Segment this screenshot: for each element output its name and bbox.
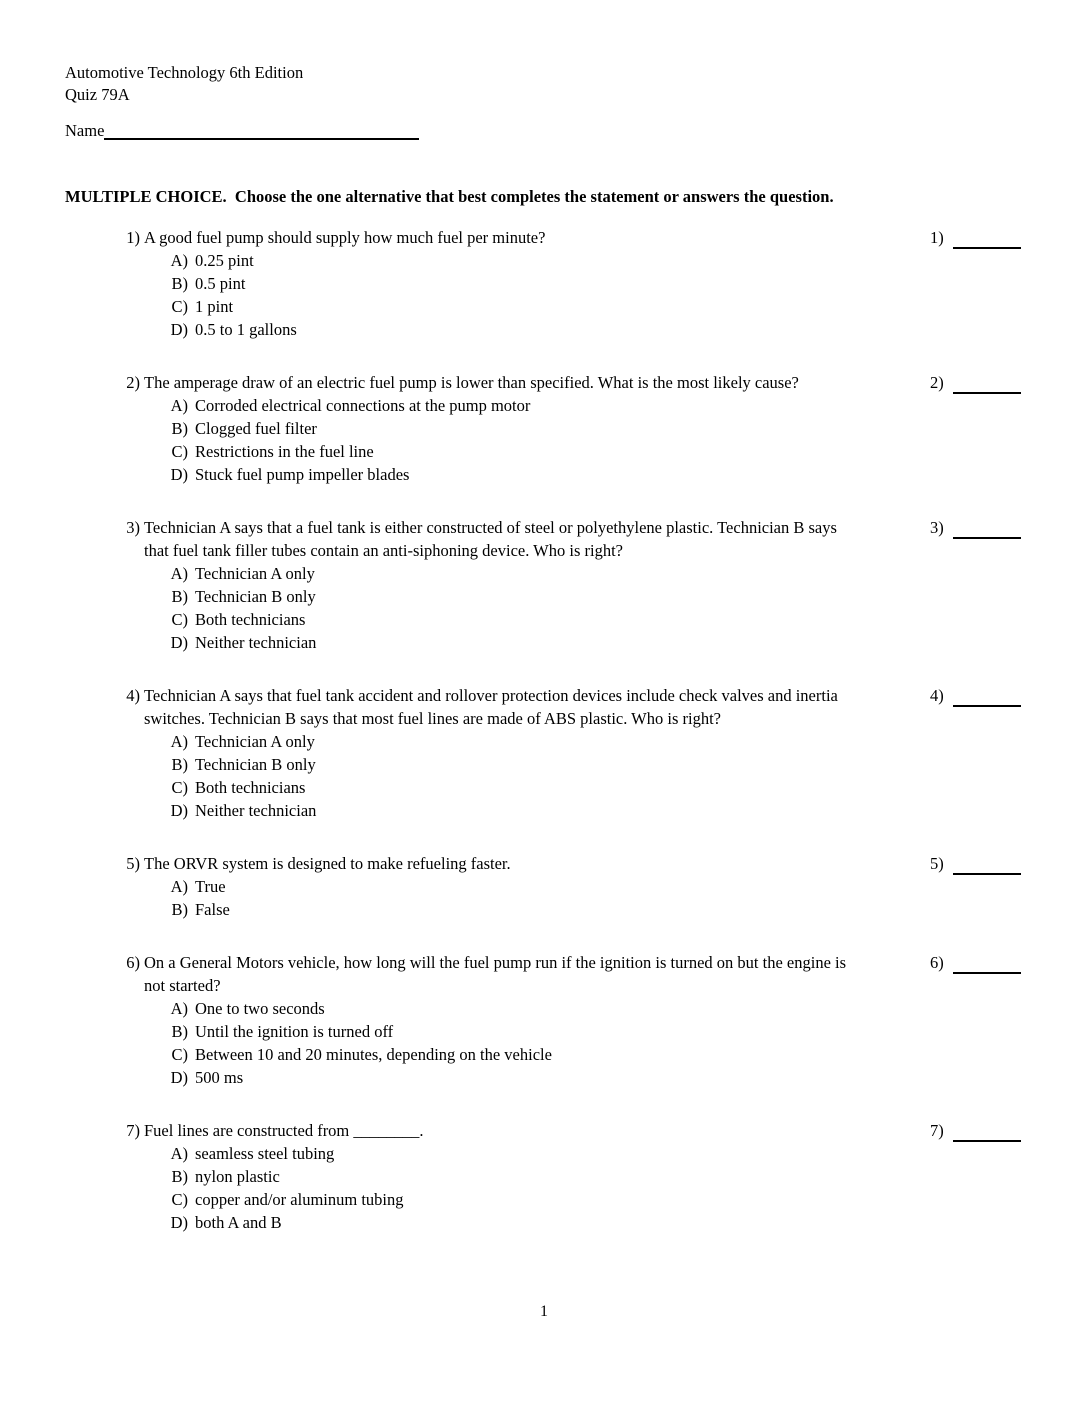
option-label: A) xyxy=(170,251,188,270)
question-7 xyxy=(65,1119,1088,1234)
option xyxy=(65,1142,860,1165)
page-number: 1 xyxy=(540,1303,548,1320)
option xyxy=(65,272,860,295)
answer-slot xyxy=(930,371,1021,394)
option xyxy=(65,753,860,776)
answer-blank-line xyxy=(953,689,1021,707)
option xyxy=(65,249,860,272)
option-label: B) xyxy=(171,274,188,293)
option-label: C) xyxy=(171,778,188,797)
option-text: nylon plastic xyxy=(195,1167,280,1186)
instructions-text: MULTIPLE CHOICE. Choose the one alternative that best completes the statement or answers the question. xyxy=(65,187,834,206)
option-text: Between 10 and 20 minutes, depending on the vehicle xyxy=(195,1045,552,1064)
question-list xyxy=(65,226,1088,1264)
option-label: A) xyxy=(170,732,188,751)
answer-number: 6) xyxy=(930,953,944,972)
question-1 xyxy=(65,226,1088,341)
option xyxy=(65,1043,860,1066)
answer-blank-line xyxy=(953,231,1021,249)
option-text: Technician B only xyxy=(195,755,316,774)
option-label: A) xyxy=(170,564,188,583)
option-text: Technician A only xyxy=(195,732,315,751)
answer-slot xyxy=(930,1119,1021,1142)
option-label: A) xyxy=(170,396,188,415)
option-text: Restrictions in the fuel line xyxy=(195,442,374,461)
name-label: Name xyxy=(65,121,105,140)
option-label: C) xyxy=(171,297,188,316)
option xyxy=(65,417,860,440)
option xyxy=(65,608,860,631)
option-text: 0.5 to 1 gallons xyxy=(195,320,297,339)
question-text: 2) The amperage draw of an electric fuel pump is lower than specified. What is the most likely cause? xyxy=(65,371,860,394)
option-label: D) xyxy=(170,633,188,652)
answer-slot xyxy=(930,226,1021,249)
option-text: Both technicians xyxy=(195,610,306,629)
answer-slot xyxy=(930,516,1021,539)
answer-slot xyxy=(930,684,1021,707)
option xyxy=(65,1066,860,1089)
name-row xyxy=(65,121,419,141)
option-label: A) xyxy=(170,999,188,1018)
option-label: B) xyxy=(171,1022,188,1041)
option-text: Technician B only xyxy=(195,587,316,606)
option-label: D) xyxy=(170,1213,188,1232)
option-label: D) xyxy=(170,465,188,484)
option xyxy=(65,440,860,463)
option-text: Stuck fuel pump impeller blades xyxy=(195,465,410,484)
option-label: C) xyxy=(171,610,188,629)
name-blank-line xyxy=(104,123,419,140)
quiz-number: Quiz 79A xyxy=(65,85,130,104)
question-text: 7) Fuel lines are constructed from ________. xyxy=(65,1119,860,1142)
option-text: seamless steel tubing xyxy=(195,1144,335,1163)
answer-number: 2) xyxy=(930,373,944,392)
option-label: C) xyxy=(171,1190,188,1209)
option xyxy=(65,997,860,1020)
question-number: 4) xyxy=(126,686,140,705)
option-text: Corroded electrical connections at the pump motor xyxy=(195,396,531,415)
answer-number: 4) xyxy=(930,686,944,705)
option-text: 500 ms xyxy=(195,1068,244,1087)
answer-blank-line xyxy=(953,521,1021,539)
answer-blank-line xyxy=(953,376,1021,394)
option xyxy=(65,295,860,318)
option-label: B) xyxy=(171,419,188,438)
question-4 xyxy=(65,684,1088,822)
option xyxy=(65,631,860,654)
option xyxy=(65,318,860,341)
option-text: Neither technician xyxy=(195,801,317,820)
answer-blank-line xyxy=(953,1124,1021,1142)
option-text: Until the ignition is turned off xyxy=(195,1022,394,1041)
answer-number: 1) xyxy=(930,228,944,247)
option-text: Clogged fuel filter xyxy=(195,419,317,438)
question-text: 4) Technician A says that fuel tank accident and rollover protection devices include check valves and inertia switches. Technician B says that most fuel lines are made of ABS plastic. Who is right? xyxy=(65,684,860,730)
question-number: 1) xyxy=(126,228,140,247)
question-number: 6) xyxy=(126,953,140,972)
option-text: 1 pint xyxy=(195,297,234,316)
option-label: A) xyxy=(170,1144,188,1163)
option-text: False xyxy=(195,900,230,919)
question-text: 1) A good fuel pump should supply how much fuel per minute? xyxy=(65,226,860,249)
option-label: B) xyxy=(171,755,188,774)
option-label: D) xyxy=(170,801,188,820)
option-text: 0.25 pint xyxy=(195,251,254,270)
document-header xyxy=(65,62,303,106)
option xyxy=(65,730,860,753)
option xyxy=(65,1211,860,1234)
question-6 xyxy=(65,951,1088,1089)
option xyxy=(65,898,860,921)
page-footer xyxy=(0,1303,1088,1321)
option-label: D) xyxy=(170,320,188,339)
answer-slot xyxy=(930,951,1021,974)
answer-blank-line xyxy=(953,956,1021,974)
option xyxy=(65,875,860,898)
option-text: Neither technician xyxy=(195,633,317,652)
option xyxy=(65,1188,860,1211)
option-label: C) xyxy=(171,442,188,461)
question-number: 3) xyxy=(126,518,140,537)
option xyxy=(65,1020,860,1043)
question-text: 3) Technician A says that a fuel tank is either constructed of steel or polyethylene plastic. Technician B says that fuel tank filler tubes contain an anti-siphoning device. Who is right? xyxy=(65,516,860,562)
option-text: 0.5 pint xyxy=(195,274,246,293)
option-label: C) xyxy=(171,1045,188,1064)
answer-blank-line xyxy=(953,857,1021,875)
question-text: 5) The ORVR system is designed to make refueling faster. xyxy=(65,852,860,875)
option xyxy=(65,776,860,799)
option-text: Both technicians xyxy=(195,778,306,797)
answer-slot xyxy=(930,852,1021,875)
option-text: True xyxy=(195,877,226,896)
option-label: B) xyxy=(171,1167,188,1186)
answer-number: 3) xyxy=(930,518,944,537)
option-label: D) xyxy=(170,1068,188,1087)
option xyxy=(65,562,860,585)
option-text: One to two seconds xyxy=(195,999,325,1018)
option-text: Technician A only xyxy=(195,564,315,583)
option-label: B) xyxy=(171,587,188,606)
option-text: both A and B xyxy=(195,1213,282,1232)
option xyxy=(65,799,860,822)
question-3 xyxy=(65,516,1088,654)
document-title: Automotive Technology 6th Edition xyxy=(65,63,304,82)
option-label: B) xyxy=(171,900,188,919)
option-label: A) xyxy=(170,877,188,896)
option xyxy=(65,1165,860,1188)
question-number: 5) xyxy=(126,854,140,873)
question-number: 7) xyxy=(126,1121,140,1140)
option xyxy=(65,394,860,417)
question-2 xyxy=(65,371,1088,486)
question-number: 2) xyxy=(126,373,140,392)
answer-number: 7) xyxy=(930,1121,944,1140)
option-text: copper and/or aluminum tubing xyxy=(195,1190,404,1209)
answer-number: 5) xyxy=(930,854,944,873)
option xyxy=(65,463,860,486)
question-text: 6) On a General Motors vehicle, how long will the fuel pump run if the ignition is turned on but the engine is not started? xyxy=(65,951,860,997)
question-5 xyxy=(65,852,1088,921)
option xyxy=(65,585,860,608)
